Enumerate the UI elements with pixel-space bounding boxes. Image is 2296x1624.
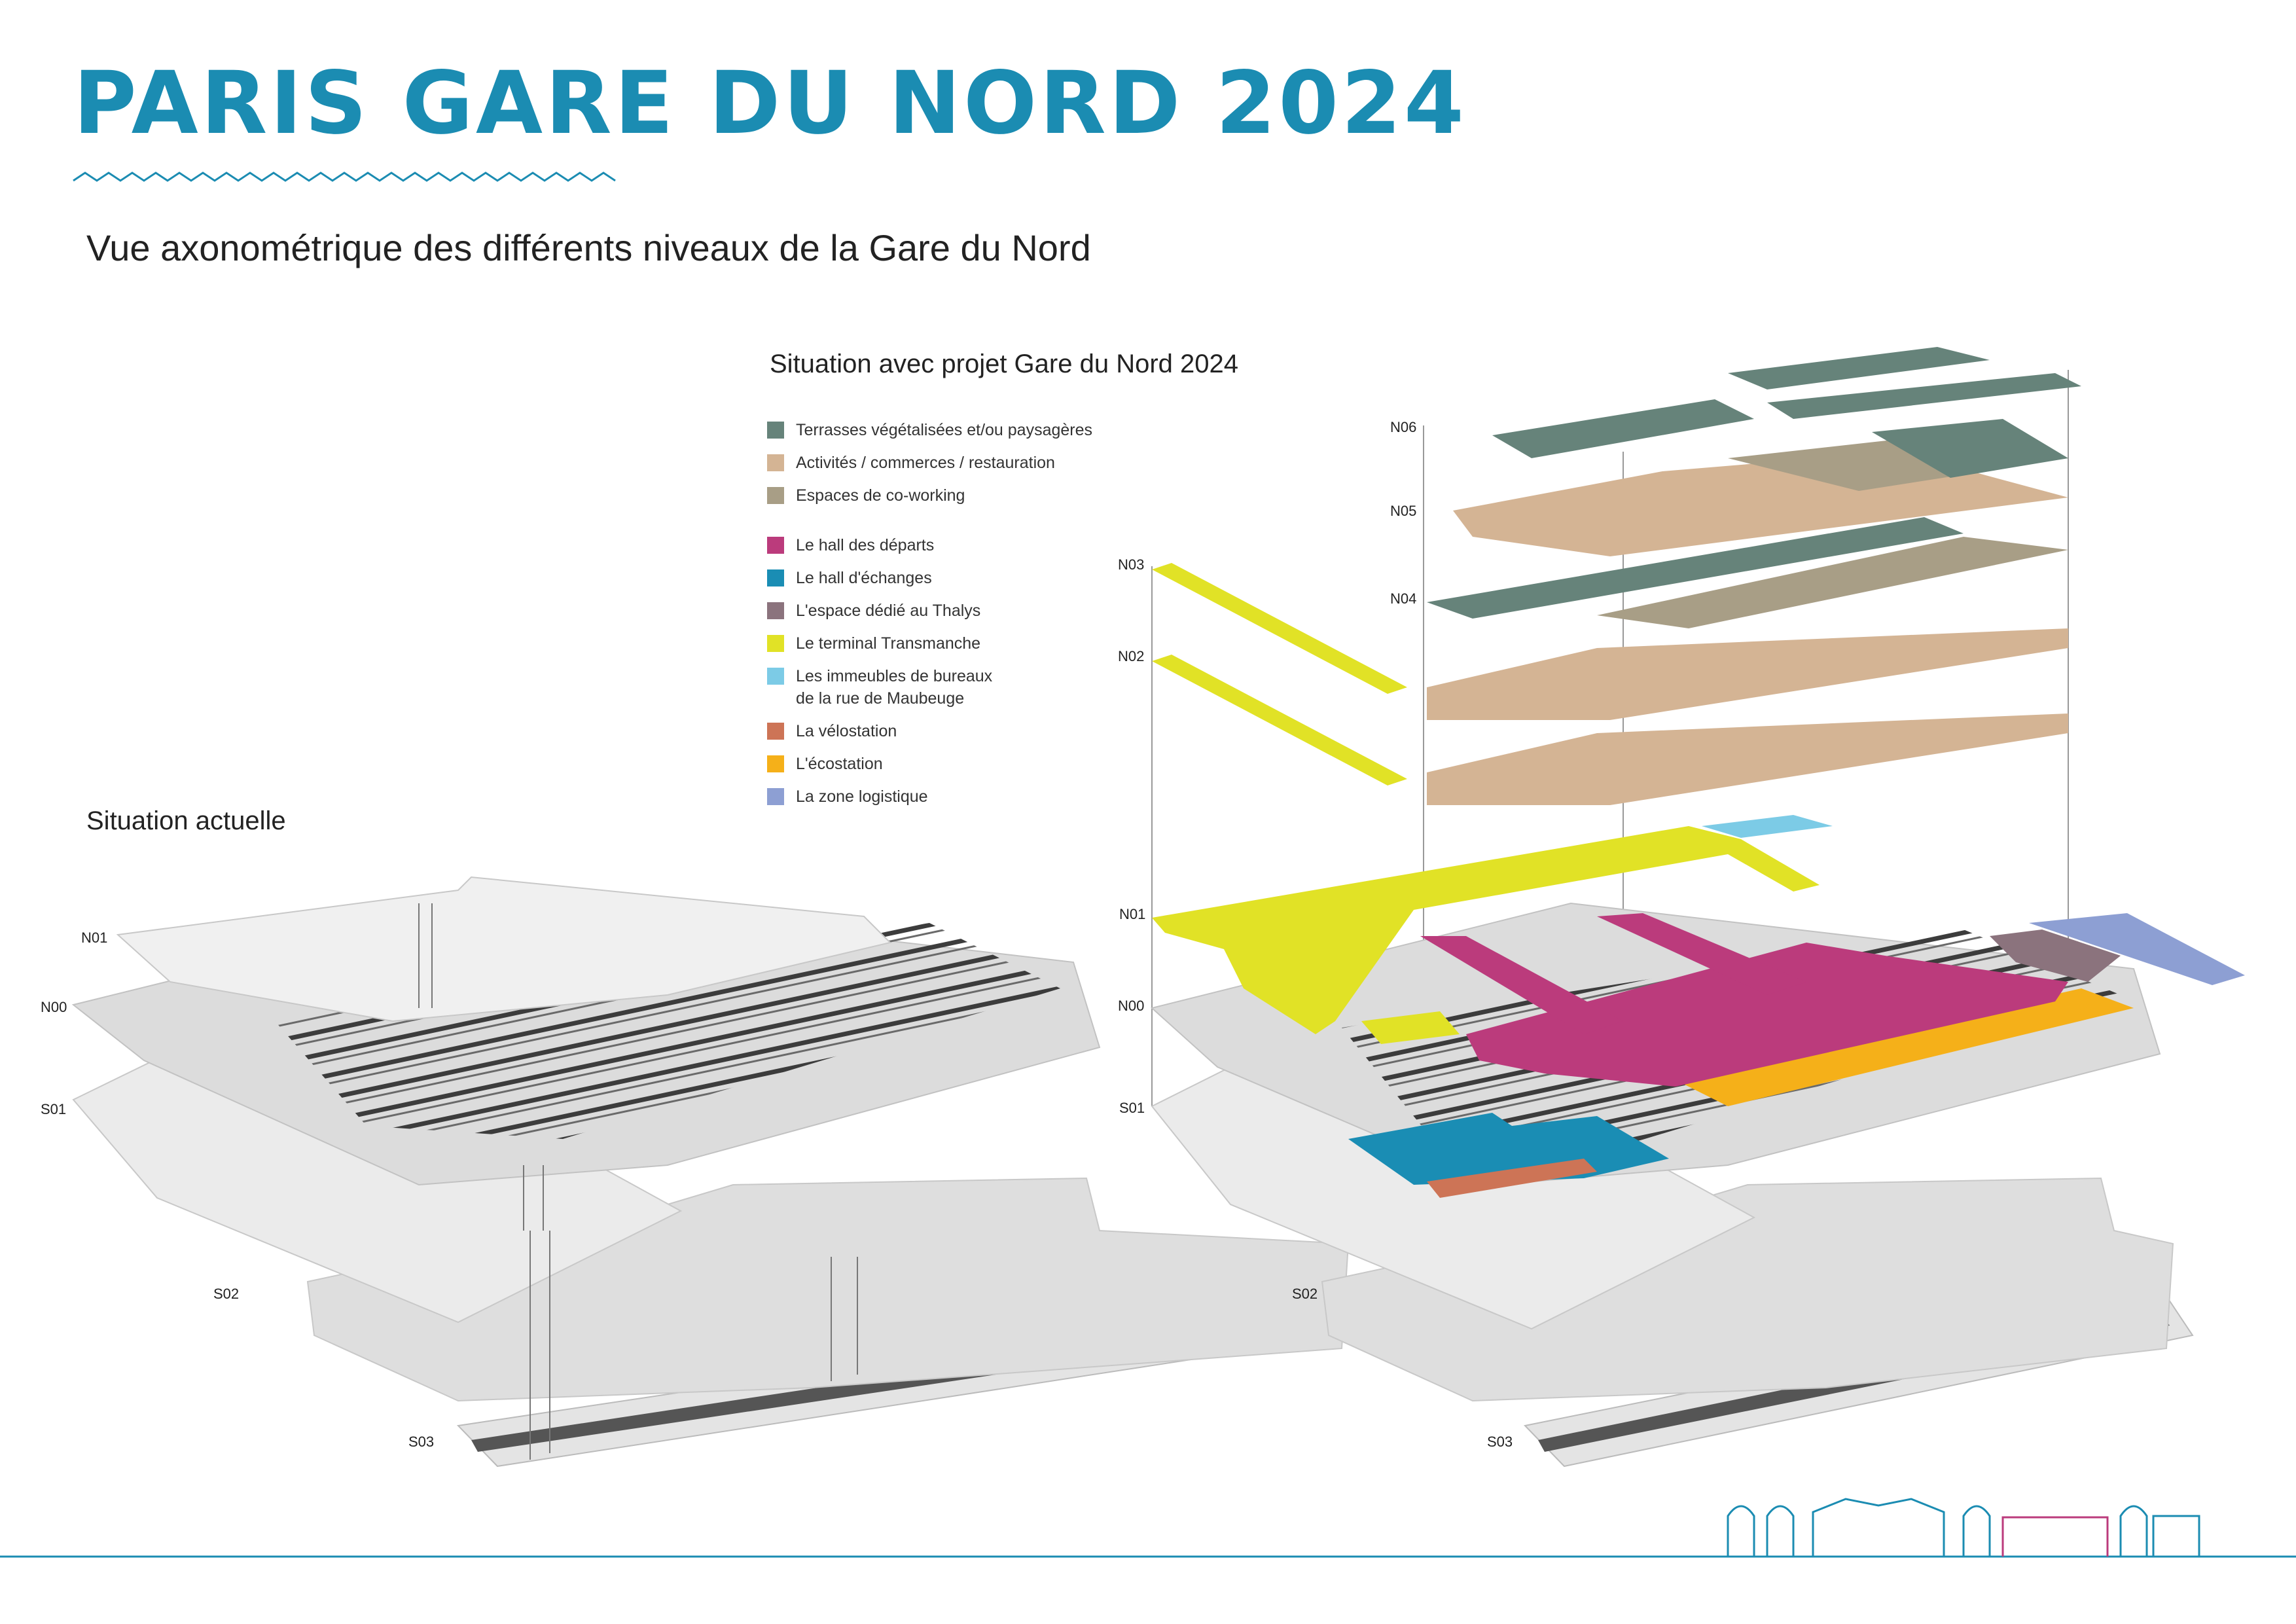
level-label: N06 — [1390, 419, 1417, 435]
legend-item-hall-departs: Le hall des départs — [767, 534, 1092, 556]
current-diagram — [73, 877, 1348, 1466]
legend-item-coworking: Espaces de co-working — [767, 484, 1092, 507]
level-label: N00 — [41, 999, 67, 1015]
slab-n04-activites-a — [1427, 713, 2068, 805]
level-label: S03 — [1487, 1434, 1513, 1450]
level-label: N02 — [1118, 648, 1145, 664]
legend-item-hall-echanges: Le hall d'échanges — [767, 567, 1092, 589]
level-label: N05 — [1390, 503, 1417, 519]
section-label-current: Situation actuelle — [86, 806, 286, 835]
level-label: S03 — [408, 1434, 435, 1450]
legend-item-bureaux: Les immeubles de bureaux de la rue de Maubeuge — [767, 665, 1092, 710]
level-label: S02 — [213, 1286, 240, 1302]
page-subtitle: Vue axonométrique des différents niveaux de la Gare du Nord — [86, 227, 1091, 268]
legend-item-transmanche: Le terminal Transmanche — [767, 632, 1092, 655]
slab-n04-activites-b — [1427, 628, 2068, 720]
level-label: N04 — [1390, 590, 1417, 607]
level-label: N01 — [81, 929, 108, 946]
legend-item-logistique: La zone logistique — [767, 785, 1092, 808]
page-title: PARIS GARE DU NORD 2024 — [73, 53, 1467, 154]
slab-n06-terrasse-a — [1492, 399, 1754, 458]
legend-item-ecostation: L'écostation — [767, 753, 1092, 775]
level-label: S02 — [1292, 1286, 1318, 1302]
legend-item-thalys: L'espace dédié au Thalys — [767, 600, 1092, 622]
level-label: S01 — [41, 1101, 67, 1117]
section-label-project: Situation avec projet Gare du Nord 2024 — [770, 350, 1238, 378]
slab-n06-terrasse-d — [1728, 347, 1990, 389]
level-label: S01 — [1119, 1100, 1145, 1116]
legend-item-velostation: La vélostation — [767, 720, 1092, 742]
level-label: N00 — [1118, 998, 1145, 1014]
legend-item-activites: Activités / commerces / restauration — [767, 452, 1092, 474]
legend-item-terrasses: Terrasses végétalisées et/ou paysagères — [767, 419, 1092, 441]
level-label: N01 — [1119, 906, 1146, 922]
station-silhouette-icon — [1728, 1499, 2199, 1557]
level-label: N03 — [1118, 556, 1145, 573]
